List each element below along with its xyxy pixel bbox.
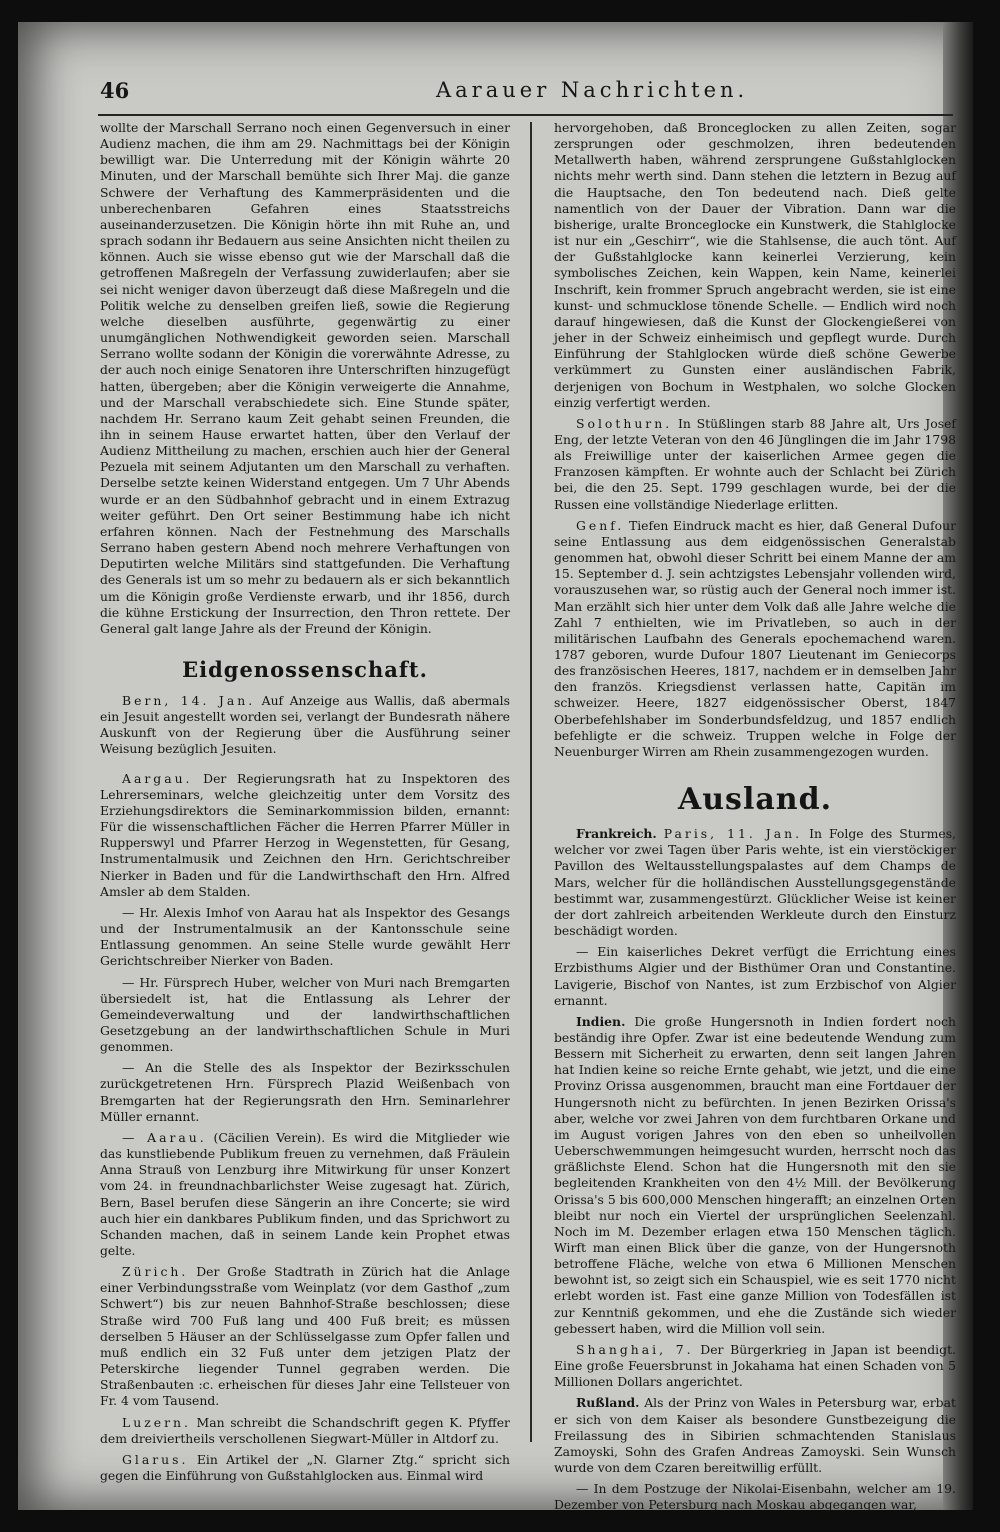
zuerich-text: Der Große Stadtrath in Zürich hat die Anlage einer Verbindungsstraße vom Weinplatz (vor dem Gasthof „zum Schwert“) bis zur neuen Bahnhof-Straße beschlossen; diese Straße wird 700 Fuß lang und 400 Fuß breit; es müssen derselben 5 Häuser an der Schlüsselgasse zum Opfer fallen und muß endlich ein 32 Fuß unter dem jetzigen Platz der Peterskirche liegender Tunnel gegraben werden. Die Straßenbauten :c. erheischen für dieses Jahr eine Tellsteuer von Fr. 4 vom Tausend. [100,1264,510,1409]
frankreich-item [554,826,956,939]
indien-heading: Indien. [576,1013,626,1029]
shanghai-dateline: Shanghai, 7. [576,1341,694,1357]
serrano-article: wollte der Marschall Serrano noch einen Gegenversuch in einer Audienz machen, die ihm am 29. Nachmittags bei der Königin bewilligt war. Die Unterredung mit der Königin währte 20 Minuten, und der Marschall bemühte sich Ihrer Maj. die ganze Schwere der Verhaftung des Kammerpräsidenten und die unberechenbaren Gefahren eines Staatsstreichs auseinanderzusetzen. Die Königin hörte ihn mit Ruhe an, und sprach sodann ihr Bedauern aus seine Ansichten nicht theilen zu können. Auch sie wisse ebenso gut wie der Marschall daß die getroffenen Maßregeln der Verfassung zuwiderlaufen; aber sie sei nicht weniger davon überzeugt daß diese Maßregeln und die Politik welche zu denselben greifen ließ, sowie die Regierung welche dieselben ausführte, gegenwärtig zu einer unumgänglichen Nothwendigkeit geworden seien. Marschall Serrano wollte sodann der Königin die vorerwähnte Adresse, zu der auch noch einige Senatoren ihre Unterschriften hinzugefügt hatten, übergeben; aber die Königin verweigerte die Annahme, und der Marschall verabschiedete sich. Eine Stunde später, nachdem Hr. Serrano kaum Zeit gehabt seinen Freunden, die ihn in seinem Hause erwartet hatten, über den Verlauf der Audienz Mittheilung zu machen, erschien auch hier der General Pezuela mit seinem Adjutanten um den Marschall zu verhaften. Derselbe setzte keinen Widerstand entgegen. Um 7 Uhr Abends wurde er an den Südbahnhof gebracht und in einem Extrazug weiter geführt. Den Ort seiner Bestimmung habe ich nicht erfahren können. Nach der Festnehmung des Marschalls Serrano haben gestern Abend noch mehrere Verhaftungen von Deputirten welche Militärs sind stattgefunden. Die Verhaftung des Generals ist um so mehr zu bedauern als er sich bekanntlich um die Königin große Verdienste erwarb, und ihr 1856, durch die kühne Erstickung der Insurrection, den Thron rettete. Der General galt lange Jahre als der Freund der Königin. [100,120,510,636]
page-number: 46 [100,78,130,103]
solothurn-text: In Stüßlingen starb 88 Jahre alt, Urs Josef Eng, der letzte Veteran von den 46 Jünglingen die im Jahr 1798 als Freiwillige unter der kaiserlichen Armee gegen die Franzosen kämpften. Er wohnte auch der Schlacht bei Zürich bei, die den 25. Sept. 1799 geschlagen wurde, bei der die Russen eine vollständige Niederlage erlitten. [554,415,956,512]
russland-heading: Rußland. [576,1395,640,1411]
right-column [554,120,956,1513]
indien-text: Die große Hungersnoth in Indien fordert noch beständig ihre Opfer. Zwar ist eine bedeutende Wendung zum Bessern mit Sicherheit zu erwarten, denn seit langen Jahren hat Indien keine so reiche Ernte gehabt, wie jetzt, und die eine Provinz Orissa ausgenommen, braucht man eine Fortdauer der Hungersnoth nicht zu befürchten. In jenen Bezirken Orissa's aber, welche vor zwei Jahren von dem furchtbaren Orkane und im August vorigen Jahres von den eben so unheilvollen Ueberschwemmungen heimgesucht wurden, herrscht noch das gräßlichste Elend. Schon hat die Hungersnoth mit den sie begleitenden Krankheiten von den 4½ Mill. der Bevölkerung Orissa's 5 bis 600,000 Menschen hingerafft; an einzelnen Orten bleibt nur noch ein Viertel der ursprünglichen Seelenzahl. Noch im M. Dezember erlagen etwa 150 Menschen täglich. Wirft man einen Blick über die ganze, von der Hungersnoth betroffene Fläche, welche von etwa 6 Millionen Menschen bewohnt ist, so zeigt sich ein Schauspiel, wie es seit 1770 nicht erlebt worden ist. Fast eine ganze Million von Todesfällen ist zur Kenntniß gekommen, und ehe die Zustände sich wieder gebessert haben, wird die Million voll sein. [554,1013,956,1336]
header-rule [98,114,953,116]
bremgarten-item: — An die Stelle des als Inspektor der Bezirksschulen zurückgetretenen Hrn. Fürsprech Plazid Weißenbach von Bremgarten hat der Regierungsrath den Hrn. Seminarlehrer Müller ernannt. [100,1060,510,1124]
frankreich-heading: Frankreich. [576,826,657,842]
aargau-dateline: Aargau. [122,770,193,786]
genf-dateline: Genf. [576,517,625,533]
paris-dateline: Paris, 11. Jan. [663,826,803,842]
huber-item: — Hr. Fürsprech Huber, welcher von Muri nach Bremgarten übersiedelt ist, hat die Entlassung als Lehrer der Gemeindeverwaltung und der landwirthschaftlichen Gesetzgebung an der landwirthschaftlichen Schule in Muri genommen. [100,974,510,1055]
russland-item [554,1395,956,1476]
indien-item [554,1014,956,1337]
newspaper-page [18,22,973,1513]
running-head [96,72,956,112]
masthead-title: Aarauer Nachrichten. [436,78,749,102]
frankreich-text: In Folge des Sturmes, welcher vor zwei Tagen über Paris wehte, ist ein vierstöckiger Pavillon des Weltausstellungspalastes auf dem Champs de Mars, welcher für die holländischen Ausstellungsgegenstände bestimmt war, zusammengestürzt. Glücklicher Weise ist keiner der dort zahlreich arbeitenden Werkleute durch den Einsturz beschädigt worden. [554,826,956,939]
dekret-item: — Ein kaiserliches Dekret verfügt die Errichtung eines Erzbisthums Algier und der Bisthümer Oran und Constantine. Lavigerie, Bischof von Nantes, ist zum Erzbischof von Algier ernannt. [554,944,956,1008]
left-column [100,120,510,1484]
shanghai-text: Der Bürgerkrieg in Japan ist beendigt. Eine große Feuersbrunst in Jokahama hat einen Schaden von 5 Millionen Dollars angerichtet. [554,1341,956,1390]
bern-text: Auf Anzeige aus Wallis, daß abermals ein Jesuit angestellt worden sei, verlangt der Bundesrath nähere Auskunft von der Regierung über die Ausführung seiner Weisung bezüglich Jesuiten. [100,693,510,757]
zuerich-item [100,1264,510,1409]
aarau-text: (Cäcilien Verein). Es wird die Mitglieder wie das kunstliebende Publikum freuen zu vernehmen, daß Fräulein Anna Strauß von Lenzburg ihre Mitwirkung für unser Konzert vom 24. in freundnachbarlichster Weise zugesagt hat. Zürich, Bern, Basel berufen diese Sängerin an ihre Concerte; sie wird auch hier ein dankbares Publikum finden, und das Sprichwort zu Schanden machen, daß in seinem Lande kein Prophet etwas gelte. [100,1129,510,1258]
shanghai-item [554,1342,956,1390]
aargau-text: Der Regierungsrath hat zu Inspektoren des Lehrerseminars, welche gleichzeitig unter dem Vorsitz des Erziehungsdirektors die Seminarkommission bilden, ernannt: Für die wissenschaftlichen Fächer die Herren Pfarrer Müller in Rupperswyl und Pfarrer Herzog in Wegenstetten, für Gesang, Instrumentalmusik und Zeichnen den Hrn. Gerichtschreiber Nierker in Baden und für die Landwirthschaft den Hrn. Alfred Amsler ab dem Stalden. [100,770,510,899]
section-title-ausland: Ausland. [677,782,833,818]
glarus-dateline: Glarus. [122,1451,189,1467]
solothurn-item [554,416,956,513]
russland-text: Als der Prinz von Wales in Petersburg war, erbat er sich von dem Kaiser als besondere Gunstbezeigung die Freilassung des in Sibirien schmachtenden Stanislaus Zamoyski, Sohn des Grafen Andreas Zamoyski. Sein Wunsch wurde von dem Czaren bereitwillig erfüllt. [554,1395,956,1476]
glarus-text: Ein Artikel der „N. Glarner Ztg.“ spricht sich gegen die Einführung von Gußstahlglocken aus. Einmal wird [100,1451,510,1484]
genf-item [554,518,956,760]
postzug-item: — In dem Postzuge der Nikolai-Eisenbahn, welcher am 19. Dezember von Petersburg nach Moskau abgegangen war, [554,1481,956,1513]
aarau-dateline: — Aarau. [122,1129,207,1145]
imhof-item: — Hr. Alexis Imhof von Aarau hat als Inspektor des Gesangs und der Instrumentalmusik an der Kantonsschule seine Entlassung genommen. An seine Stelle wurde gewählt Herr Gerichtschreiber Nierker von Baden. [100,904,510,969]
bern-item [100,693,510,758]
solothurn-dateline: Solothurn. [576,415,673,431]
column-divider [530,122,532,1442]
glarus-item [100,1452,510,1484]
zuerich-dateline: Zürich. [122,1264,189,1280]
bern-dateline: Bern, 14. Jan. [122,693,256,708]
section-title-eidgenossenschaft: Eidgenossenschaft. [182,657,428,682]
glocken-article: hervorgehoben, daß Bronceglocken zu allen Zeiten, sogar zersprungen oder geschmolzen, ihren bedeutenden Metallwerth haben, während zersprungene Gußstahlglocken nichts mehr werth sind. Dann stehen die letztern in Bezug auf die Hauptsache, den Ton bedeutend nach. Dieß gelte namentlich von der Dauer der Vibration. Dann war die bisherige, uralte Bronceglocke ein Kunstwerk, die Stahlglocke ist nur ein „Geschirr“, wie die Stahlsense, die auch tönt. Auf der Gußstahlglocke kann keinerlei Verzierung, kein symbolisches Zeichen, kein Wappen, kein Name, keinerlei Inschrift, kein frommer Spruch angebracht werden, sie ist eine kunst- und schmucklose tönende Schelle. — Endlich wird noch darauf hingewiesen, daß die Kunst der Glockengießerei von jeher in der Schweiz einheimisch und gepflegt wurde. Durch Einführung der Stahlglocken würde dieß schöne Gewerbe verkümmert zu Gunsten einer ausländischen Fabrik, derjenigen von Bochum in Westphalen, wo solche Glocken einzig verfertigt werden. [554,120,956,410]
luzern-item [100,1415,510,1447]
aargau-item [100,771,510,900]
luzern-text: Man schreibt die Schandschrift gegen K. Pfyffer dem dreiviertheils verschollenen Siegwart-Müller in Altdorf zu. [100,1414,510,1446]
luzern-dateline: Luzern. [122,1414,191,1430]
genf-text: Tiefen Eindruck macht es hier, daß General Dufour seine Entlassung aus dem eidgenössischen Generalstab genommen hat, obwohl dieser Schritt bei einem Manne der am 15. September d. J. sein achtzigstes Lebensjahr vollenden wird, vorauszusehen war, so rüstig auch der General noch immer ist. Man erzählt sich hier unter dem Volk daß alle Jahre welche die Zahl 7 enthielten, wie im Privatleben, so auch in der militärischen Laufbahn des Generals epochemachend waren. 1787 geboren, wurde Dufour 1807 Lieutenant im Geniecorps des französischen Heeres, 1817, nachdem er in demselben Jahr den französ. Kriegsdienst verlassen hatte, Capitän im schweizer. Heere, 1827 eidgenössischer Oberst, 1847 Oberbefehlshaber im Sonderbundsfeldzug, und 1857 endlich befehligte er die schweiz. Truppen welche in Folge der Neuenburger Wirren am Rhein zusammengezogen wurden. [554,517,956,759]
aarau-item [100,1130,510,1259]
